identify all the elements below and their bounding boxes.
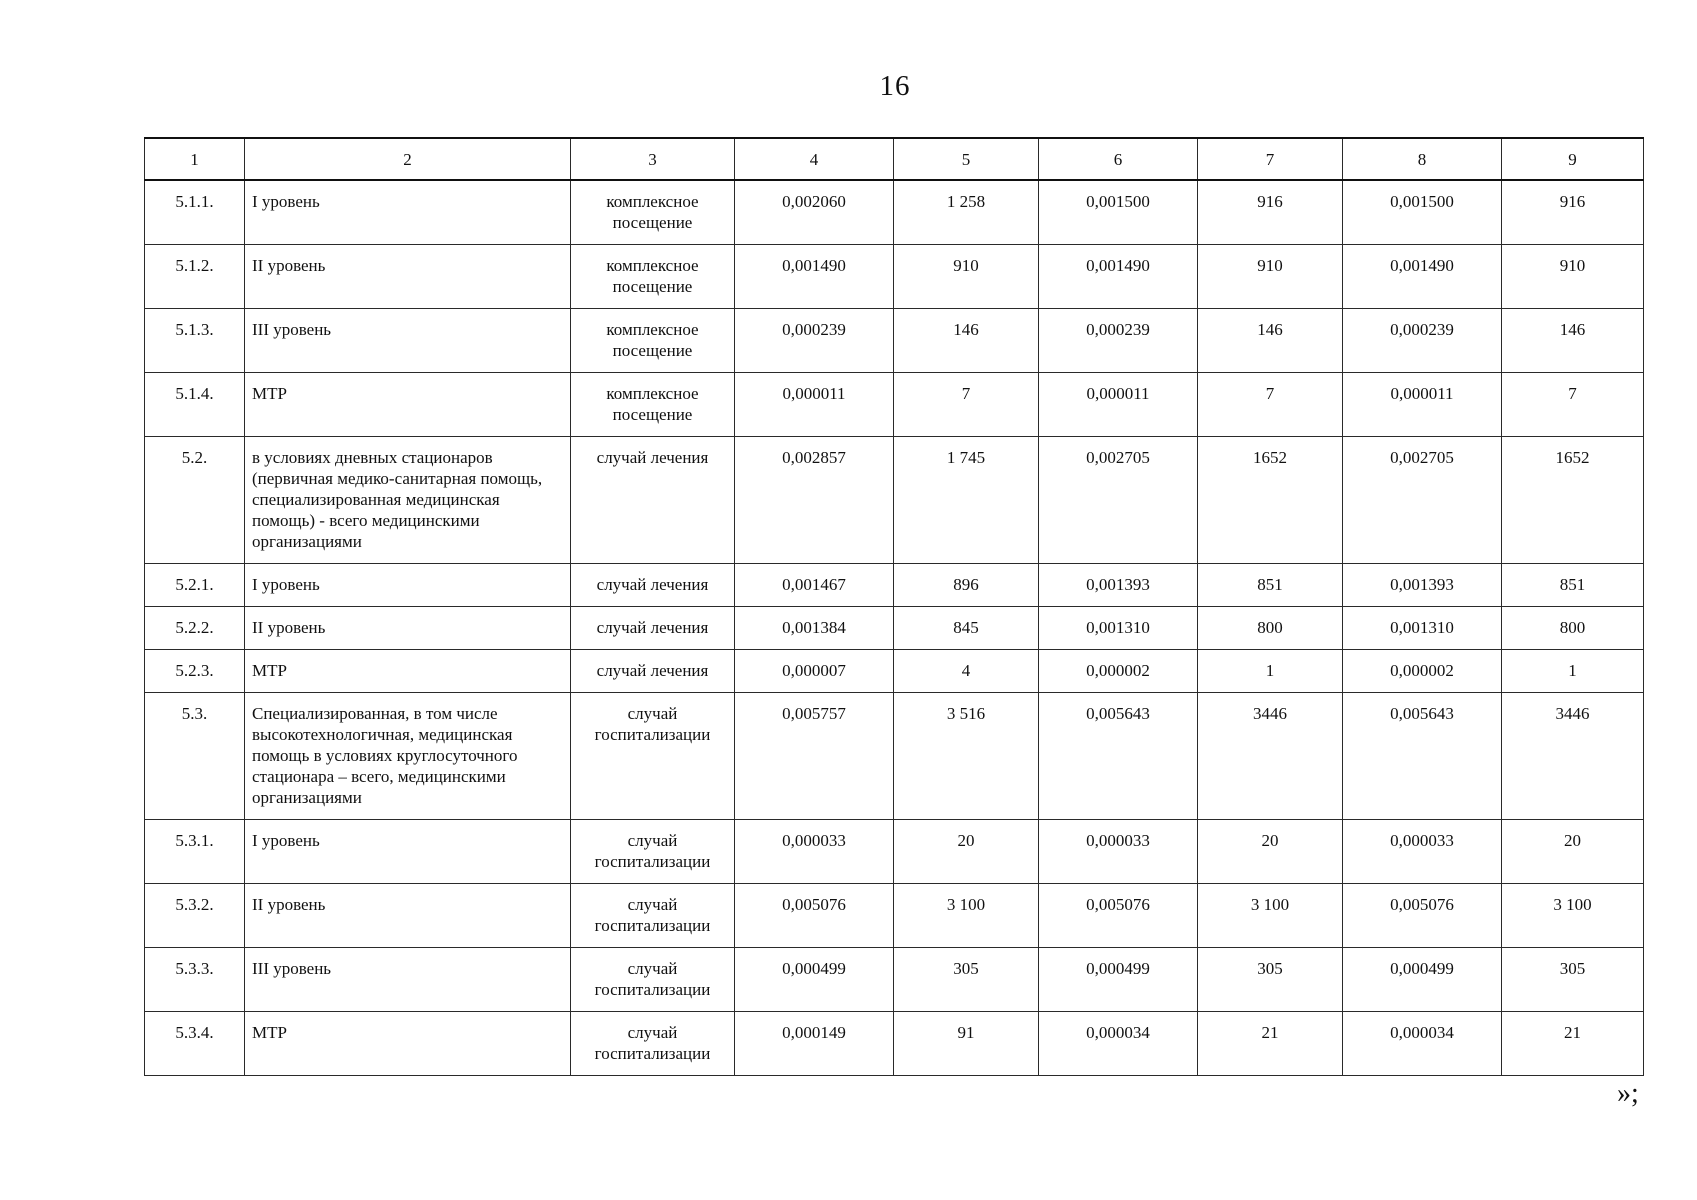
value-cell: 0,002705 xyxy=(1039,437,1198,564)
value-cell: 0,001500 xyxy=(1343,180,1502,245)
unit-cell: комплексное посещение xyxy=(571,373,735,437)
column-number-header: 5 xyxy=(894,138,1039,180)
page-number: 16 xyxy=(879,70,911,102)
table-row xyxy=(145,1012,1644,1076)
value-cell: 0,001393 xyxy=(1039,564,1198,607)
value-cell: 305 xyxy=(1502,948,1644,1012)
value-cell: 0,000033 xyxy=(1343,820,1502,884)
column-number-header: 7 xyxy=(1198,138,1343,180)
value-cell: 910 xyxy=(1198,245,1343,309)
value-cell: 0,000011 xyxy=(735,373,894,437)
value-cell: 910 xyxy=(1502,245,1644,309)
row-code-cell: 5.1.3. xyxy=(145,309,245,373)
value-cell: 1652 xyxy=(1502,437,1644,564)
row-code-cell: 5.2. xyxy=(145,437,245,564)
value-cell: 146 xyxy=(1198,309,1343,373)
value-cell: 0,001490 xyxy=(735,245,894,309)
value-cell: 0,000499 xyxy=(1039,948,1198,1012)
value-cell: 0,000034 xyxy=(1039,1012,1198,1076)
value-cell: 21 xyxy=(1502,1012,1644,1076)
value-cell: 916 xyxy=(1502,180,1644,245)
value-cell: 0,000002 xyxy=(1343,650,1502,693)
row-name-cell: III уровень xyxy=(245,948,571,1012)
value-cell: 0,001500 xyxy=(1039,180,1198,245)
unit-cell: случай лечения xyxy=(571,650,735,693)
value-cell: 0,001393 xyxy=(1343,564,1502,607)
value-cell: 0,005757 xyxy=(735,693,894,820)
row-code-cell: 5.3. xyxy=(145,693,245,820)
value-cell: 0,000239 xyxy=(735,309,894,373)
row-code-cell: 5.2.3. xyxy=(145,650,245,693)
value-cell: 0,001467 xyxy=(735,564,894,607)
row-name-cell: I уровень xyxy=(245,564,571,607)
value-cell: 0,000002 xyxy=(1039,650,1198,693)
value-cell: 3 100 xyxy=(1502,884,1644,948)
value-cell: 4 xyxy=(894,650,1039,693)
table-row xyxy=(145,245,1644,309)
unit-cell: случай госпитализации xyxy=(571,1012,735,1076)
row-code-cell: 5.3.4. xyxy=(145,1012,245,1076)
row-code-cell: 5.2.1. xyxy=(145,564,245,607)
column-number-header: 2 xyxy=(245,138,571,180)
data-table xyxy=(144,137,1644,1076)
value-cell: 0,005643 xyxy=(1343,693,1502,820)
table-body xyxy=(145,138,1644,1076)
value-cell: 916 xyxy=(1198,180,1343,245)
value-cell: 0,000011 xyxy=(1343,373,1502,437)
row-name-cell: III уровень xyxy=(245,309,571,373)
value-cell: 800 xyxy=(1198,607,1343,650)
value-cell: 0,000499 xyxy=(735,948,894,1012)
row-name-cell: в условиях дневных стационаров (первичная медико-санитарная помощь, специализированная медицинская помощь) - всего медицинскими организациями xyxy=(245,437,571,564)
value-cell: 845 xyxy=(894,607,1039,650)
value-cell: 91 xyxy=(894,1012,1039,1076)
row-code-cell: 5.3.3. xyxy=(145,948,245,1012)
value-cell: 896 xyxy=(894,564,1039,607)
value-cell: 0,005076 xyxy=(1039,884,1198,948)
table-row xyxy=(145,564,1644,607)
value-cell: 0,001490 xyxy=(1039,245,1198,309)
row-name-cell: II уровень xyxy=(245,884,571,948)
row-code-cell: 5.1.2. xyxy=(145,245,245,309)
unit-cell: комплексное посещение xyxy=(571,309,735,373)
row-name-cell: I уровень xyxy=(245,180,571,245)
value-cell: 0,000034 xyxy=(1343,1012,1502,1076)
row-name-cell: Специализированная, в том числе высокотехнологичная, медицинская помощь в условиях круглосуточного стационара – всего, медицинскими организациями xyxy=(245,693,571,820)
row-code-cell: 5.3.2. xyxy=(145,884,245,948)
value-cell: 1652 xyxy=(1198,437,1343,564)
column-number-header: 3 xyxy=(571,138,735,180)
value-cell: 1 xyxy=(1502,650,1644,693)
value-cell: 7 xyxy=(1502,373,1644,437)
unit-cell: случай госпитализации xyxy=(571,820,735,884)
value-cell: 0,002705 xyxy=(1343,437,1502,564)
value-cell: 0,000011 xyxy=(1039,373,1198,437)
column-number-header: 9 xyxy=(1502,138,1644,180)
column-number-header: 6 xyxy=(1039,138,1198,180)
value-cell: 0,000499 xyxy=(1343,948,1502,1012)
value-cell: 3 100 xyxy=(894,884,1039,948)
row-code-cell: 5.1.1. xyxy=(145,180,245,245)
row-code-cell: 5.1.4. xyxy=(145,373,245,437)
value-cell: 305 xyxy=(894,948,1039,1012)
table-row xyxy=(145,820,1644,884)
value-cell: 0,000239 xyxy=(1343,309,1502,373)
value-cell: 0,001310 xyxy=(1343,607,1502,650)
value-cell: 146 xyxy=(1502,309,1644,373)
value-cell: 0,002857 xyxy=(735,437,894,564)
row-name-cell: II уровень xyxy=(245,245,571,309)
value-cell: 3446 xyxy=(1502,693,1644,820)
value-cell: 20 xyxy=(1502,820,1644,884)
unit-cell: случай госпитализации xyxy=(571,948,735,1012)
unit-cell: случай лечения xyxy=(571,437,735,564)
value-cell: 0,005076 xyxy=(735,884,894,948)
table-row xyxy=(145,373,1644,437)
value-cell: 0,001490 xyxy=(1343,245,1502,309)
table-header-row xyxy=(145,138,1644,180)
table-row xyxy=(145,437,1644,564)
table-row xyxy=(145,180,1644,245)
value-cell: 800 xyxy=(1502,607,1644,650)
value-cell: 20 xyxy=(894,820,1039,884)
row-name-cell: МТР xyxy=(245,373,571,437)
value-cell: 1 258 xyxy=(894,180,1039,245)
value-cell: 7 xyxy=(1198,373,1343,437)
value-cell: 1 xyxy=(1198,650,1343,693)
value-cell: 3446 xyxy=(1198,693,1343,820)
row-name-cell: МТР xyxy=(245,650,571,693)
unit-cell: комплексное посещение xyxy=(571,245,735,309)
table-row xyxy=(145,650,1644,693)
value-cell: 0,005643 xyxy=(1039,693,1198,820)
value-cell: 0,000007 xyxy=(735,650,894,693)
value-cell: 0,005076 xyxy=(1343,884,1502,948)
unit-cell: случай госпитализации xyxy=(571,693,735,820)
value-cell: 1 745 xyxy=(894,437,1039,564)
row-code-cell: 5.2.2. xyxy=(145,607,245,650)
table-row xyxy=(145,948,1644,1012)
value-cell: 146 xyxy=(894,309,1039,373)
table-row xyxy=(145,693,1644,820)
table-row xyxy=(145,309,1644,373)
value-cell: 20 xyxy=(1198,820,1343,884)
value-cell: 3 100 xyxy=(1198,884,1343,948)
row-name-cell: МТР xyxy=(245,1012,571,1076)
closing-quote-mark: »; xyxy=(1617,1078,1639,1109)
value-cell: 0,001384 xyxy=(735,607,894,650)
table-row xyxy=(145,884,1644,948)
value-cell: 21 xyxy=(1198,1012,1343,1076)
row-code-cell: 5.3.1. xyxy=(145,820,245,884)
value-cell: 0,000033 xyxy=(735,820,894,884)
row-name-cell: II уровень xyxy=(245,607,571,650)
value-cell: 910 xyxy=(894,245,1039,309)
row-name-cell: I уровень xyxy=(245,820,571,884)
value-cell: 3 516 xyxy=(894,693,1039,820)
column-number-header: 4 xyxy=(735,138,894,180)
column-number-header: 1 xyxy=(145,138,245,180)
value-cell: 0,000239 xyxy=(1039,309,1198,373)
unit-cell: комплексное посещение xyxy=(571,180,735,245)
value-cell: 851 xyxy=(1198,564,1343,607)
table-row xyxy=(145,607,1644,650)
value-cell: 0,000149 xyxy=(735,1012,894,1076)
value-cell: 0,002060 xyxy=(735,180,894,245)
unit-cell: случай лечения xyxy=(571,564,735,607)
unit-cell: случай госпитализации xyxy=(571,884,735,948)
value-cell: 851 xyxy=(1502,564,1644,607)
value-cell: 0,001310 xyxy=(1039,607,1198,650)
column-number-header: 8 xyxy=(1343,138,1502,180)
value-cell: 305 xyxy=(1198,948,1343,1012)
value-cell: 0,000033 xyxy=(1039,820,1198,884)
unit-cell: случай лечения xyxy=(571,607,735,650)
value-cell: 7 xyxy=(894,373,1039,437)
